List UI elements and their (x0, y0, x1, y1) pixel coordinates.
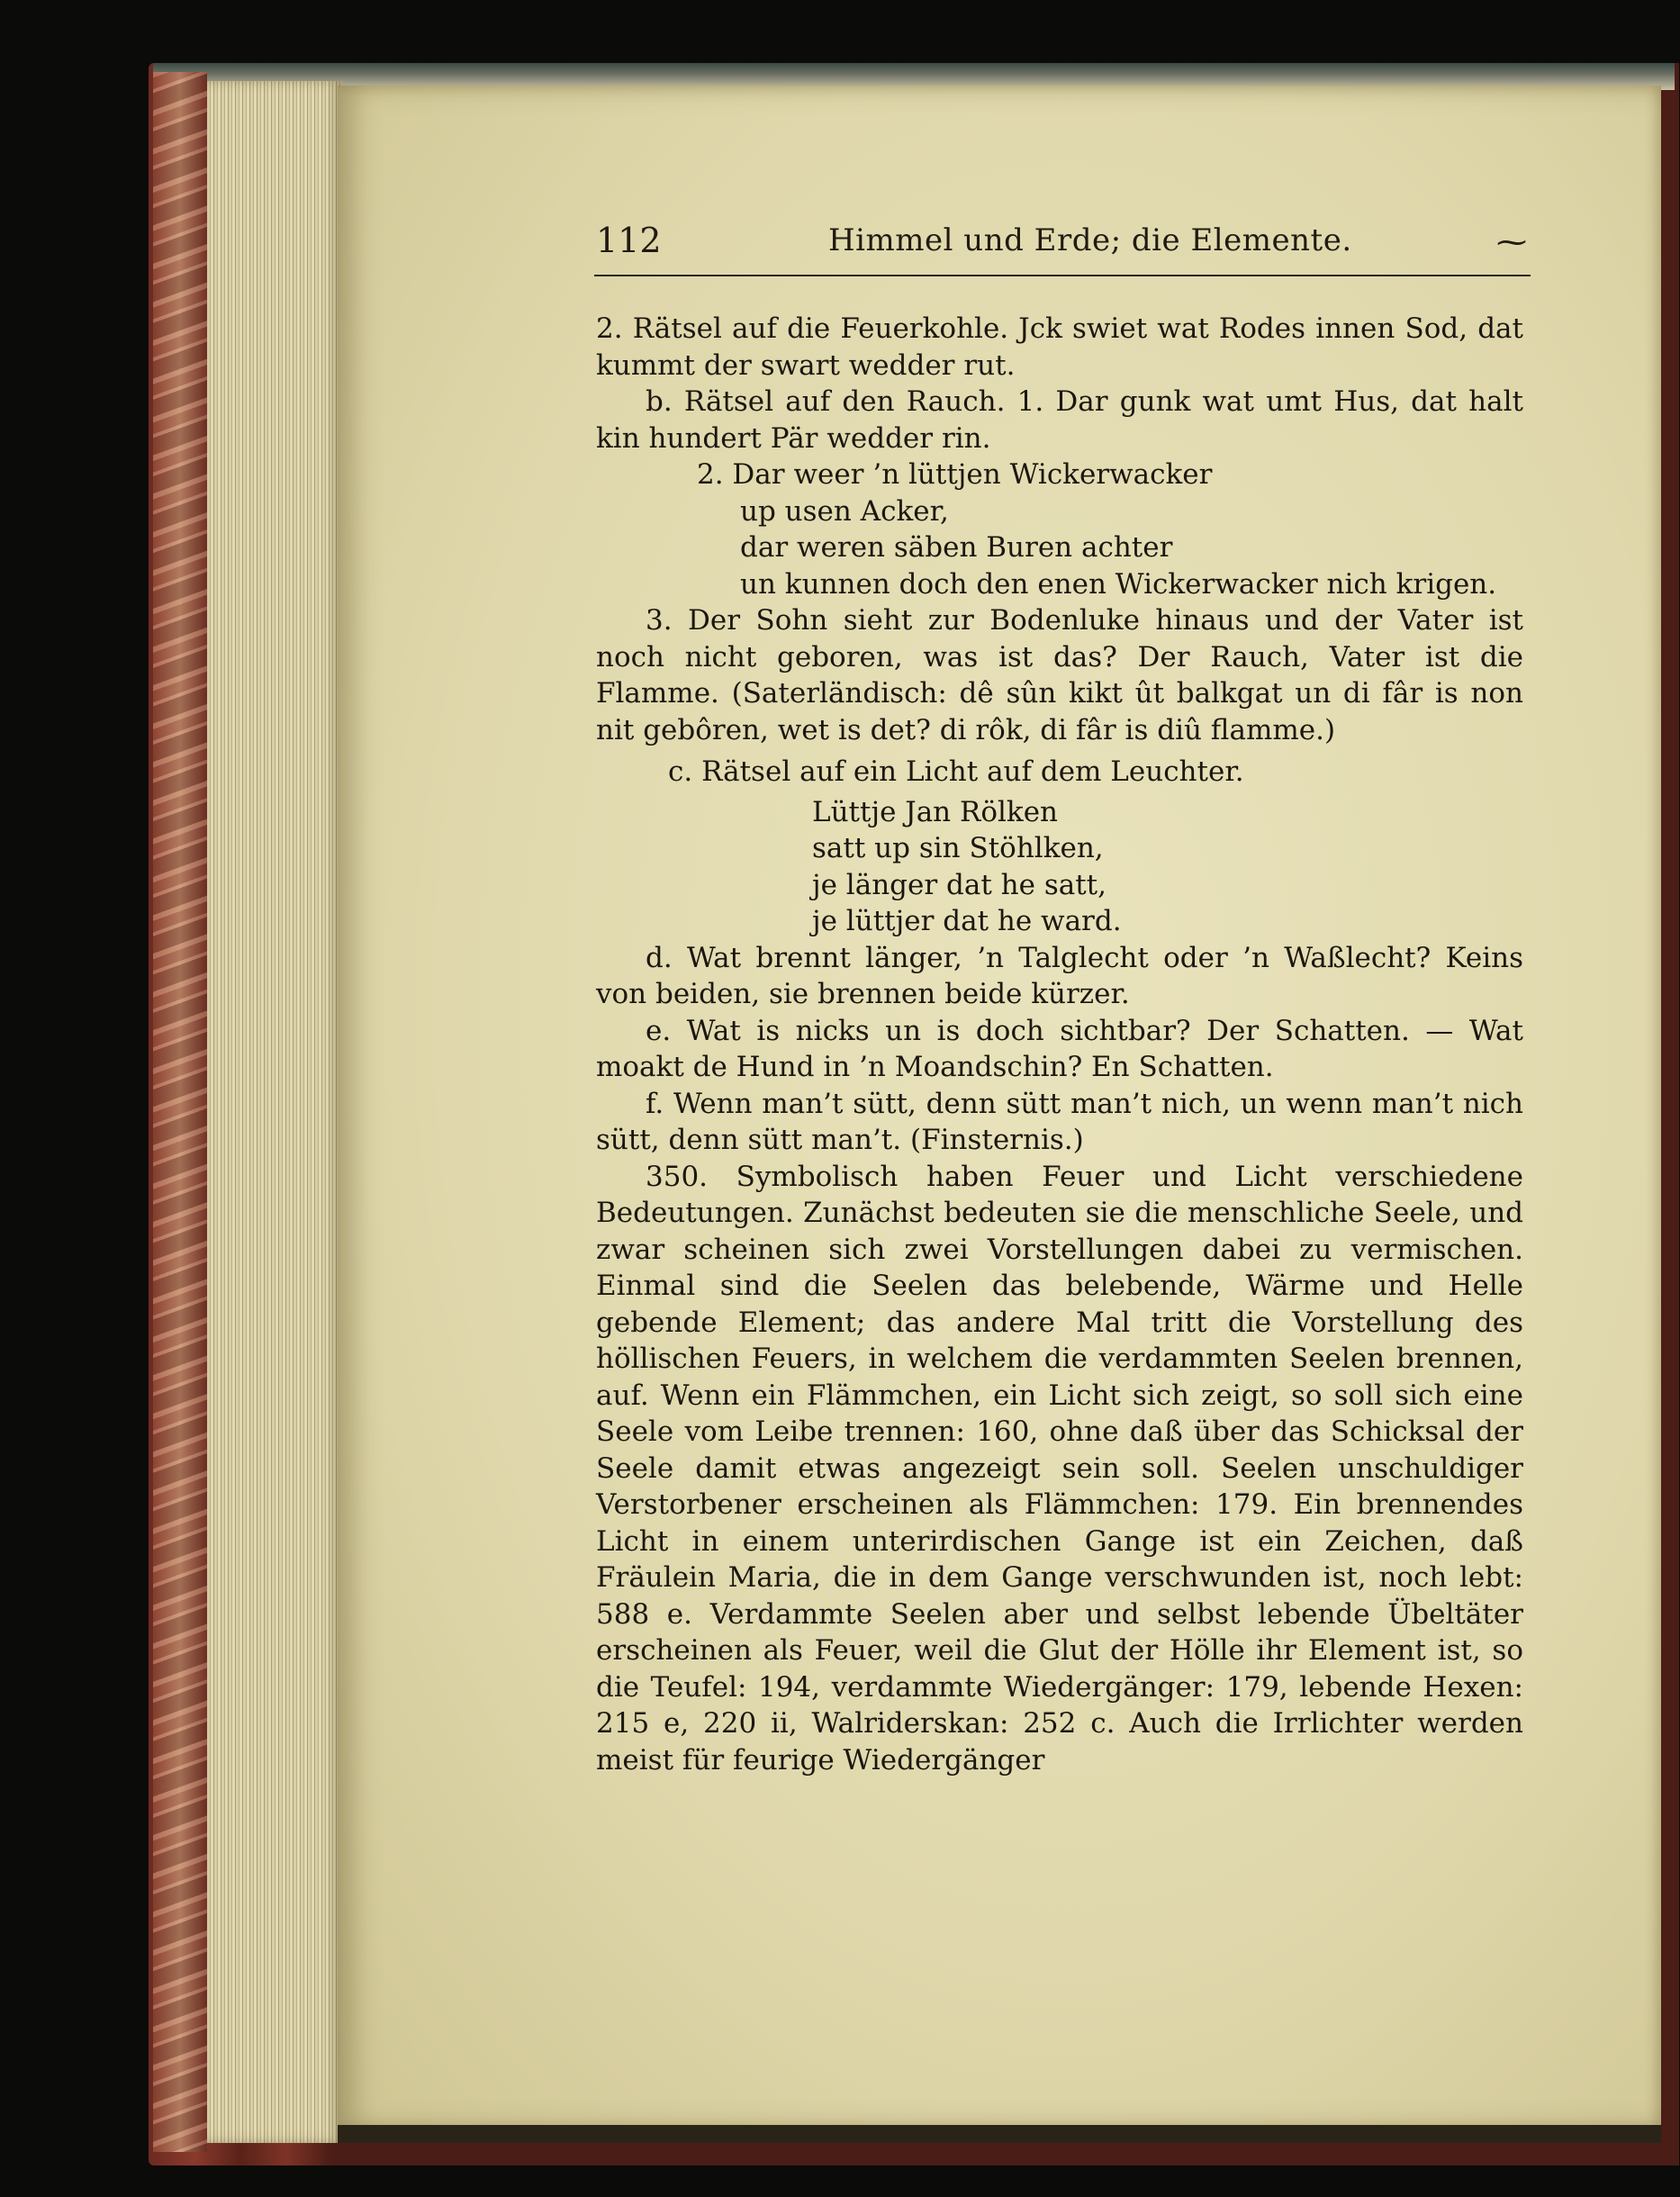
paragraph-talglecht: d. Wat brennt länger, ’n Talglecht oder ’n Waßlecht? Keins von beiden, sie brennen beide kürzer. (596, 941, 1523, 1010)
paragraph-350: 350. Symbolisch haben Feuer und Licht verschiedene Bedeutungen. Zunächst bedeuten sie die menschliche Seele, und zwar scheinen sich zwei Vorstellungen dabei zu vermischen. Einmal sind die Seelen das belebende, Wärme und Helle gebende Element; das andere Mal tritt die Vorstellung des höllischen Feuers, in welchem die verdammten Seelen brennen, auf. Wenn ein Flämmchen, ein Licht sich zeigt, so soll sich eine Seele vom Leibe trennen: 160, ohne daß über das Schicksal der Seele damit etwas angezeigt sein soll. Seelen unschuldiger Verstorbener erscheinen als Flämmchen: 179. Ein brennendes Licht in einem unterirdischen Gange ist ein Zeichen, daß Fräulein Maria, die in dem Gange verschwunden ist, noch lebt: 588 e. Verdammte Seelen aber und selbst lebende Übeltäter erscheinen als Feuer, weil die Glut der Hölle ihr Element ist, so die Teufel: 194, verdammte Wiedergänger: 179, lebende Hexen: 215 e, 220 ii, Walriderskan: 252 c. Auch die Irrlichter werden meist für feurige Wiedergänger (596, 1160, 1523, 1777)
verse-line: up usen Acker, (740, 494, 949, 528)
paragraph-rauch: b. Rätsel auf den Rauch. 1. Dar gunk wat umt Hus, dat halt kin hundert Pär wedder rin. (596, 385, 1523, 455)
corner-mark-icon: ⁓ (1496, 224, 1527, 260)
paragraph-sohn: 3. Der Sohn sieht zur Bodenluke hinaus und der Vater ist noch nicht geboren, was ist das? Der Rauch, Vater ist die Flamme. (Saterländisch: dê sûn kikt ût balkgat un di fâr is non nit gebôren, wet is det? di rôk, di fâr is diû flamme.) (596, 604, 1523, 746)
verse-line: je länger dat he satt, (812, 868, 1106, 901)
page-header (594, 221, 1531, 276)
verse-line: dar weren säben Buren achter (740, 531, 1173, 564)
paragraph-finsternis: f. Wenn man’t sütt, denn sütt man’t nich, un wenn man’t nich sütt, denn sütt man’t. (Finsternis.) (596, 1087, 1523, 1156)
subheading-licht: c. Rätsel auf ein Licht auf dem Leuchter. (668, 755, 1244, 788)
verse-wickerwacker (596, 457, 1523, 602)
verse-jan-roelken (596, 794, 1523, 940)
verse-line: je lüttjer dat he ward. (812, 905, 1122, 937)
page-body (596, 311, 1523, 1778)
verse-line: satt up sin Stöhlken, (812, 832, 1104, 864)
verse-line: 2. Dar weer ’n lüttjen Wickerwacker (697, 458, 1213, 491)
verse-line: un kunnen doch den enen Wickerwacker nich krigen. (740, 567, 1497, 601)
paragraph-schatten: e. Wat is nicks un is doch sichtbar? Der Schatten. — Wat moakt de Hund in ’n Moandschin? En Schatten. (596, 1014, 1523, 1083)
page-stack-edges (207, 81, 342, 2143)
verse-line: Lüttje Jan Rölken (812, 795, 1059, 828)
paragraph-feuerkohle: 2. Rätsel auf die Feuerkohle. Jck swiet wat Rodes innen Sod, dat kummt der swart wedder rut. (596, 312, 1523, 382)
marbled-edge (153, 72, 207, 2152)
page-number: 112 (596, 221, 662, 260)
running-title: Himmel und Erde; die Elemente. (828, 222, 1352, 258)
page-bottom-shadow (338, 2125, 1661, 2143)
